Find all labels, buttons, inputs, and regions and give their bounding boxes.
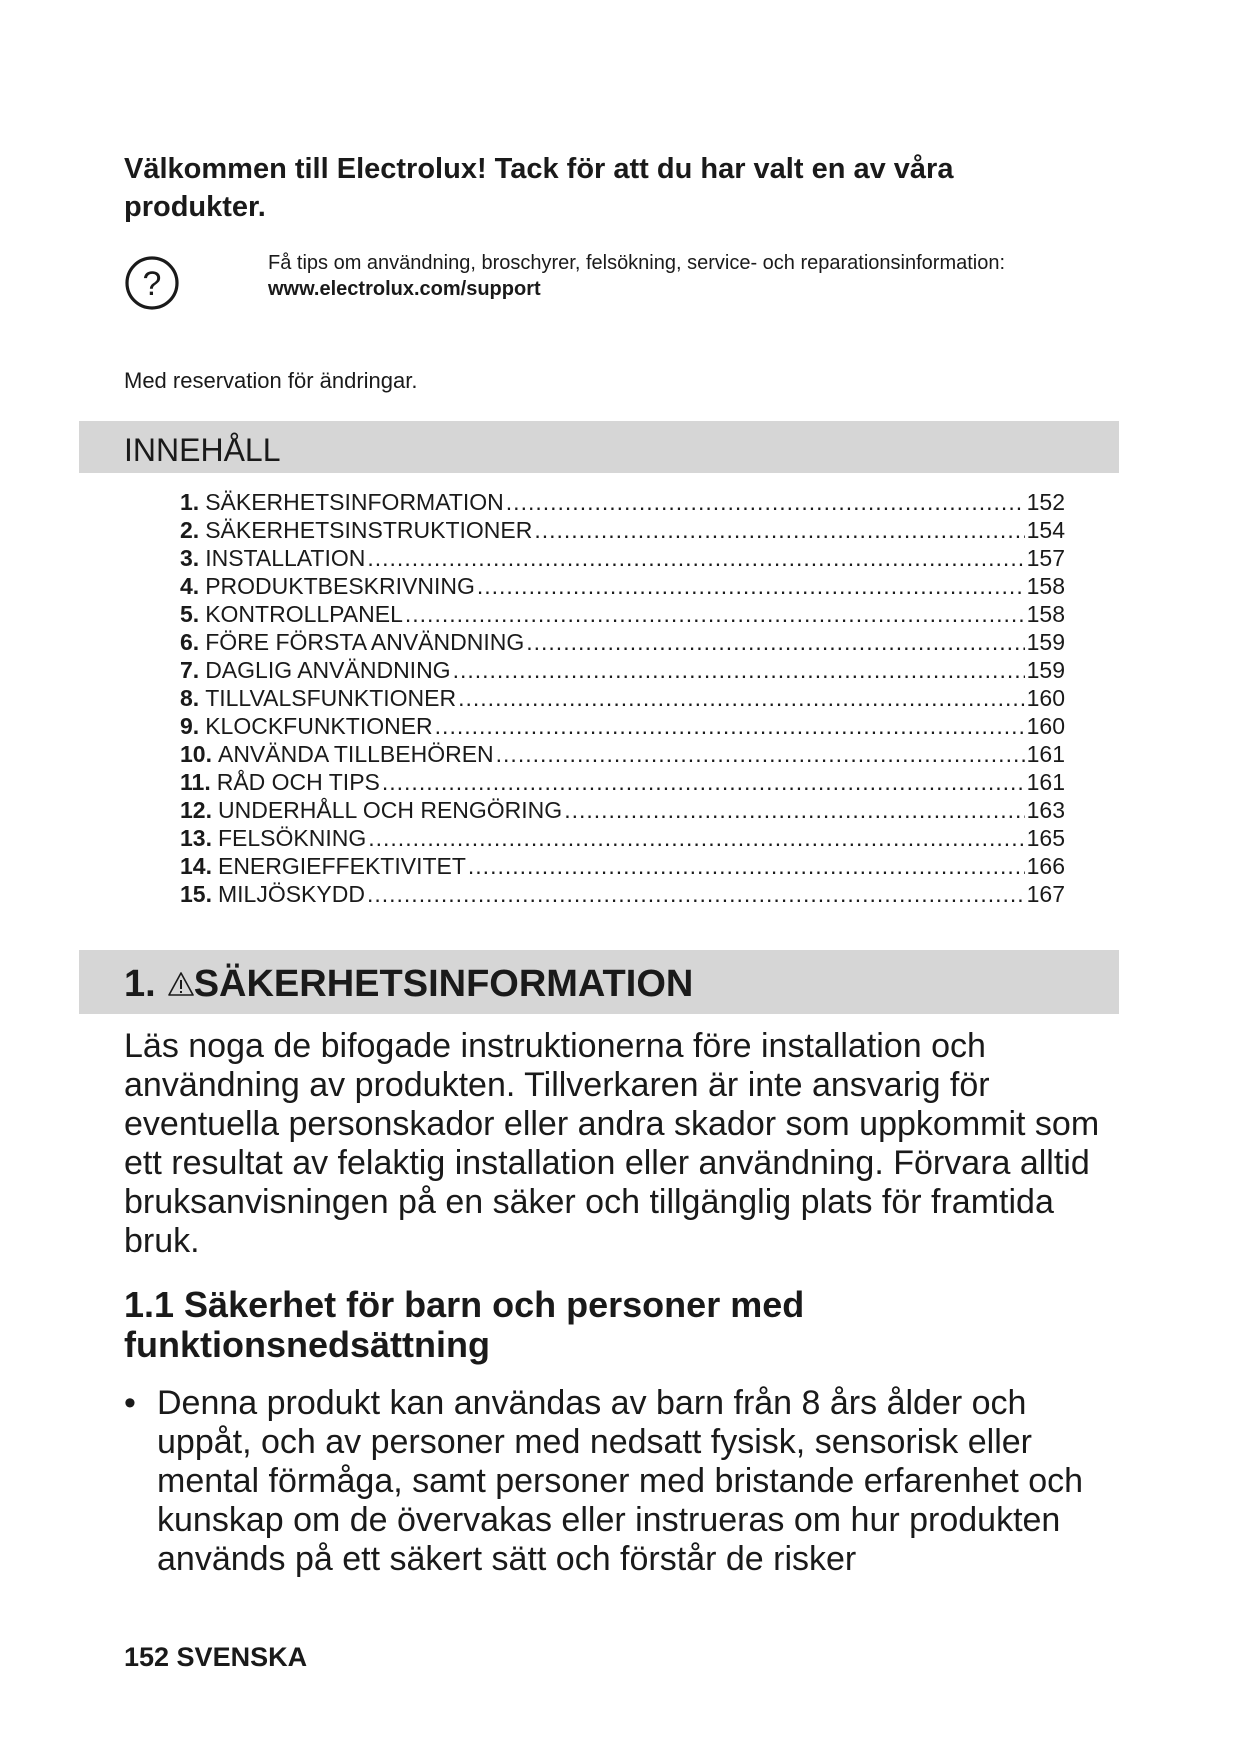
toc-leader-dots: [496, 740, 1025, 768]
toc-item-page: 167: [1026, 881, 1065, 907]
toc-leader-dots: [367, 880, 1025, 908]
warning-triangle-icon: [168, 971, 194, 997]
subsection-heading: 1.1 Säkerhet för barn och personer med funktionsnedsättning: [124, 1284, 805, 1365]
toc-item-title: SÄKERHETSINFORMATION: [205, 489, 504, 515]
toc-item-title: FELSÖKNING: [217, 825, 367, 851]
toc-item-title: ENERGIEFFEKTIVITET: [217, 853, 466, 879]
toc-item[interactable]: [180, 852, 1065, 880]
toc-item-title: SÄKERHETSINSTRUKTIONER: [205, 517, 533, 543]
toc-leader-dots: [458, 684, 1025, 712]
toc-item-page: 160: [1026, 713, 1065, 739]
toc-item[interactable]: [180, 544, 1065, 572]
toc-item-title: INSTALLATION: [205, 545, 366, 571]
toc-item-title: TILLVALSFUNKTIONER: [205, 685, 457, 711]
toc-leader-dots: [405, 600, 1025, 628]
welcome-heading: Välkommen till Electrolux! Tack för att du har valt en av våra produkter.: [124, 153, 954, 223]
toc-leader-dots: [506, 488, 1025, 516]
toc-leader-dots: [526, 628, 1024, 656]
toc-item-page: 166: [1026, 853, 1065, 879]
toc-item-number: 9.: [180, 713, 200, 739]
toc-heading: INNEHÅLL: [124, 432, 281, 468]
toc-item-page: 161: [1026, 769, 1065, 795]
toc-item-number: 11.: [180, 769, 211, 795]
toc-item-page: 159: [1026, 657, 1065, 683]
toc-leader-dots: [564, 796, 1024, 824]
toc-item-title: ANVÄNDA TILLBEHÖREN: [217, 741, 494, 767]
svg-text:?: ?: [142, 265, 162, 303]
toc-item-page: 158: [1026, 601, 1065, 627]
toc-item-number: 8.: [180, 685, 200, 711]
toc-item[interactable]: [180, 572, 1065, 600]
page-footer: 152 SVENSKA: [124, 1642, 308, 1672]
list-item-text: Denna produkt kan användas av barn från 8 års ålder och uppåt, och av personer med nedsatt fysisk, sensorisk eller mental förmåga, samt personer med bristande erfarenhet och kunskap om de övervakas eller instrueras om hur produkten används på ett säkert sätt och förstår de risker: [157, 1384, 1084, 1578]
support-url-link[interactable]: www.electrolux.com/support: [268, 278, 541, 300]
toc-leader-dots: [534, 516, 1024, 544]
toc-leader-dots: [367, 544, 1024, 572]
toc-item-number: 2.: [180, 517, 200, 543]
toc-leader-dots: [468, 852, 1025, 880]
toc-item-number: 1.: [180, 489, 200, 515]
bullet-marker: •: [124, 1384, 136, 1422]
toc-item-number: 7.: [180, 657, 200, 683]
section-1-heading: [124, 961, 693, 1007]
toc-item[interactable]: [180, 684, 1065, 712]
toc-item[interactable]: [180, 656, 1065, 684]
toc-item-title: KLOCKFUNKTIONER: [205, 713, 433, 739]
toc-item-page: 160: [1026, 685, 1065, 711]
toc-item-number: 14.: [180, 853, 212, 879]
toc-item[interactable]: [180, 768, 1065, 796]
toc-item-page: 159: [1026, 629, 1065, 655]
toc-leader-dots: [453, 656, 1025, 684]
toc-item[interactable]: [180, 740, 1065, 768]
toc-item[interactable]: [180, 824, 1065, 852]
support-tips: [268, 250, 1005, 302]
toc-item-number: 5.: [180, 601, 200, 627]
section-intro-paragraph: Läs noga de bifogade instruktionerna före installation och användning av produkten. Tillverkaren är inte ansvarig för eventuella personskador eller andra skador som uppkommit som ett resultat av felaktig installation eller användning. Förvara alltid bruksanvisningen på en säker och tillgänglig plats för framtida bruk.: [124, 1027, 1100, 1260]
toc-item-number: 13.: [180, 825, 212, 851]
toc-item-number: 10.: [180, 741, 212, 767]
toc-item-title: RÅD OCH TIPS: [216, 769, 380, 795]
toc-item[interactable]: [180, 628, 1065, 656]
toc-leader-dots: [382, 768, 1025, 796]
section-title: SÄKERHETSINFORMATION: [193, 963, 694, 1005]
toc-item[interactable]: [180, 600, 1065, 628]
toc-item-page: 158: [1026, 573, 1065, 599]
support-tips-text: Få tips om användning, broschyrer, felsökning, service- och reparationsinformation:: [268, 252, 1006, 274]
toc-item-title: FÖRE FÖRSTA ANVÄNDNING: [205, 629, 525, 655]
toc-item-page: 161: [1026, 741, 1065, 767]
toc-item[interactable]: [180, 796, 1065, 824]
question-circle-icon: [124, 255, 180, 311]
toc-item-number: 12.: [180, 797, 212, 823]
list-item: [124, 1384, 1124, 1579]
toc-item[interactable]: [180, 712, 1065, 740]
toc-item[interactable]: [180, 516, 1065, 544]
table-of-contents: [180, 488, 1065, 908]
toc-item-page: 157: [1026, 545, 1065, 571]
reservation-note: Med reservation för ändringar.: [124, 368, 418, 393]
toc-item-title: PRODUKTBESKRIVNING: [205, 573, 475, 599]
toc-item-page: 163: [1026, 797, 1065, 823]
toc-item-page: 152: [1026, 489, 1065, 515]
toc-item-title: KONTROLLPANEL: [205, 601, 403, 627]
toc-item[interactable]: [180, 880, 1065, 908]
section-number: 1.: [124, 963, 156, 1005]
toc-item[interactable]: [180, 488, 1065, 516]
toc-item-page: 154: [1026, 517, 1065, 543]
toc-item-number: 4.: [180, 573, 200, 599]
toc-leader-dots: [435, 712, 1025, 740]
toc-item-title: UNDERHÅLL OCH RENGÖRING: [217, 797, 563, 823]
toc-item-title: DAGLIG ANVÄNDNING: [205, 657, 451, 683]
toc-item-number: 3.: [180, 545, 200, 571]
toc-item-number: 15.: [180, 881, 212, 907]
safety-bullet-list: [124, 1384, 1124, 1579]
toc-item-title: MILJÖSKYDD: [217, 881, 365, 907]
toc-item-number: 6.: [180, 629, 200, 655]
toc-leader-dots: [368, 824, 1024, 852]
toc-item-page: 165: [1026, 825, 1065, 851]
toc-leader-dots: [477, 572, 1025, 600]
